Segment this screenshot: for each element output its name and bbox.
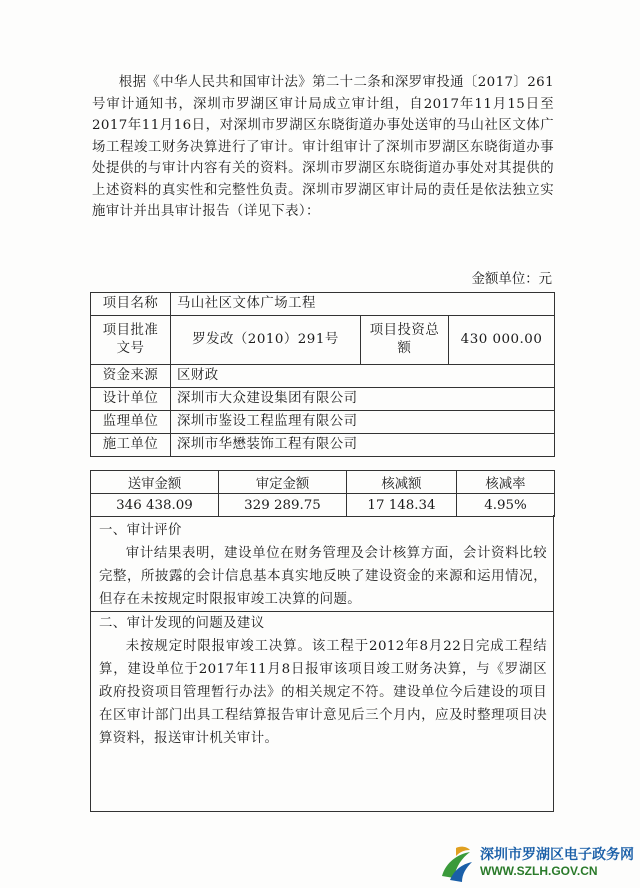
section1-title: 一、审计评价 (99, 523, 182, 538)
submitted-amount-value: 346 438.09 (91, 494, 219, 517)
site-title: 深圳市罗湖区电子政务网 (480, 846, 634, 862)
table-row (91, 411, 555, 434)
approved-amount-header: 审定金额 (219, 471, 347, 494)
investment-value: 430 000.00 (449, 316, 555, 365)
intro-paragraph: 根据《中华人民共和国审计法》第二十二条和深罗审投通〔2017〕261号审计通知书，深圳市罗湖区审计局成立审计组，自2017年11月15日至2017年11月16日，对深圳市罗湖区东晓街道办事处送审的马山社区文体广场工程竣工财务决算进行了审计。审计组审计了深圳市罗湖区东晓街道办事处提供的与审计内容有关的资料。深圳市罗湖区东晓街道办事处对其提供的上述资料的真实性和完整性负责。深圳市罗湖区审计局的责任是依法独立实施审计并出具审计报告（详见下表）： (92, 75, 554, 219)
site-watermark (436, 840, 640, 888)
table-row (91, 494, 555, 517)
design-unit-value: 深圳市大众建设集团有限公司 (171, 388, 555, 411)
fund-source-value: 区财政 (171, 365, 555, 388)
approved-amount-value: 329 289.75 (219, 494, 347, 517)
approval-value: 罗发改（2010）291号 (171, 316, 361, 365)
project-info-table (90, 292, 555, 457)
section2-title: 二、审计发现的问题及建议 (99, 616, 265, 631)
construction-unit-value: 深圳市华懋装饰工程有限公司 (171, 434, 555, 457)
table-row (91, 365, 555, 388)
table-row (91, 316, 555, 365)
section1-text: 审计结果表明，建设单位在财务管理及会计核算方面，会计资料比较完整，所披露的会计信息基本真实地反映了建设资金的来源和运用情况，但存在未按规定时限报审竣工决算的问题。 (99, 546, 547, 607)
table-row (91, 388, 555, 411)
audit-findings-box (90, 515, 554, 812)
amount-unit-note: 金额单位：元 (471, 272, 552, 287)
reduction-rate-value: 4.95% (457, 494, 555, 517)
approval-label: 项目批准文号 (91, 316, 171, 365)
investment-label: 项目投资总额 (361, 316, 449, 365)
submitted-amount-header: 送审金额 (91, 471, 219, 494)
table-row (91, 293, 555, 316)
design-unit-label: 设计单位 (91, 388, 171, 411)
supervision-unit-label: 监理单位 (91, 411, 171, 434)
audit-amount-table (90, 470, 555, 517)
table-row (91, 434, 555, 457)
section2-text: 未按规定时限报审竣工决算。该工程于2012年8月22日完成工程结算，建设单位于2017年11月8日报审该项目竣工财务决算，与《罗湖区政府投资项目管理暂行办法》的相关规定不符。建设单位今后建设的项目在区审计部门出具工程结算报告审计意见后三个月内，应及时整理项目决算资料，报送审计机关审计。 (99, 639, 547, 746)
reduction-rate-header: 核减率 (457, 471, 555, 494)
construction-unit-label: 施工单位 (91, 434, 171, 457)
project-name-label: 项目名称 (91, 293, 171, 316)
table-header-row (91, 471, 555, 494)
project-name-value: 马山社区文体广场工程 (171, 293, 555, 316)
supervision-unit-value: 深圳市鉴设工程监理有限公司 (171, 411, 555, 434)
reduction-amount-header: 核减额 (347, 471, 457, 494)
intro-section (92, 72, 554, 223)
site-url: WWW.SZLH.GOV.CN (480, 864, 598, 878)
reduction-amount-value: 17 148.34 (347, 494, 457, 517)
fund-source-label: 资金来源 (91, 365, 171, 388)
site-logo-icon (436, 842, 476, 884)
